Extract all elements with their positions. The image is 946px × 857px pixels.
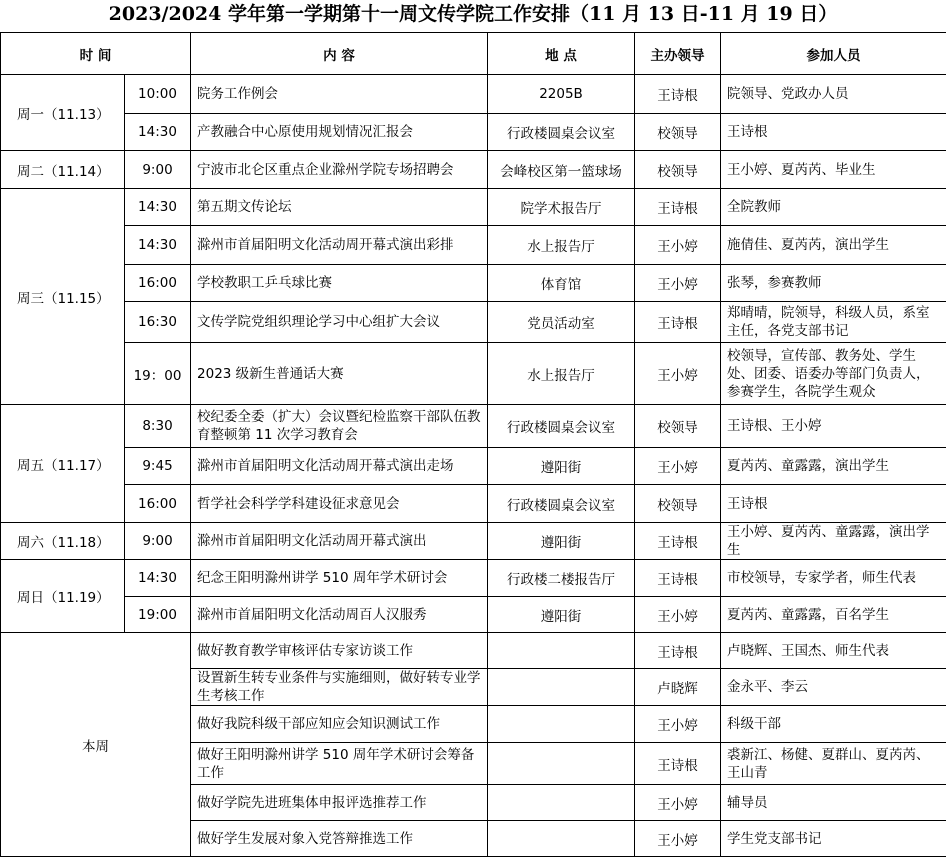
people-cell: 王诗根 bbox=[721, 485, 946, 523]
place-cell: 遵阳街 bbox=[488, 523, 635, 560]
schedule-row bbox=[1, 151, 946, 189]
leader-cell: 王小婷 bbox=[635, 821, 721, 857]
schedule-row bbox=[1, 265, 946, 302]
people-cell: 张琴，参赛教师 bbox=[721, 265, 946, 302]
place-cell bbox=[488, 633, 635, 669]
content-cell: 2023 级新生普通话大赛 bbox=[191, 343, 488, 405]
place-cell: 院学术报告厅 bbox=[488, 189, 635, 226]
people-cell: 王诗根 bbox=[721, 114, 946, 151]
place-cell: 遵阳街 bbox=[488, 448, 635, 485]
content-cell: 做好学院先进班集体申报评选推荐工作 bbox=[191, 785, 488, 821]
schedule-row bbox=[1, 75, 946, 114]
place-cell: 水上报告厅 bbox=[488, 343, 635, 405]
header-content: 内 容 bbox=[191, 33, 488, 75]
place-cell bbox=[488, 743, 635, 785]
header-row bbox=[1, 33, 946, 75]
schedule-row bbox=[1, 343, 946, 405]
place-cell bbox=[488, 706, 635, 743]
content-cell: 院务工作例会 bbox=[191, 75, 488, 114]
day-cell: 周三（11.15） bbox=[1, 189, 125, 405]
schedule-table bbox=[0, 32, 946, 857]
header-leader: 主办领导 bbox=[635, 33, 721, 75]
leader-cell: 校领导 bbox=[635, 151, 721, 189]
week-label-cell: 本周 bbox=[1, 633, 191, 857]
place-cell: 体育馆 bbox=[488, 265, 635, 302]
schedule-row bbox=[1, 114, 946, 151]
header-time: 时 间 bbox=[1, 33, 191, 75]
schedule-body bbox=[1, 75, 946, 857]
content-cell: 做好我院科级干部应知应会知识测试工作 bbox=[191, 706, 488, 743]
schedule-row bbox=[1, 189, 946, 226]
people-cell: 王诗根、王小婷 bbox=[721, 405, 946, 448]
day-cell: 周二（11.14） bbox=[1, 151, 125, 189]
time-cell: 8:30 bbox=[125, 405, 191, 448]
time-cell: 19：00 bbox=[125, 343, 191, 405]
time-cell: 14:30 bbox=[125, 226, 191, 265]
header-place: 地 点 bbox=[488, 33, 635, 75]
schedule-row bbox=[1, 302, 946, 343]
schedule-row bbox=[1, 226, 946, 265]
schedule-row bbox=[1, 523, 946, 560]
people-cell: 校领导，宣传部、教务处、学生处、团委、语委办等部门负责人，参赛学生，各院学生观众 bbox=[721, 343, 946, 405]
leader-cell: 王小婷 bbox=[635, 343, 721, 405]
place-cell: 行政楼圆桌会议室 bbox=[488, 485, 635, 523]
time-cell: 9:00 bbox=[125, 523, 191, 560]
content-cell: 滁州市首届阳明文化活动周开幕式演出走场 bbox=[191, 448, 488, 485]
leader-cell: 王小婷 bbox=[635, 226, 721, 265]
schedule-row bbox=[1, 485, 946, 523]
leader-cell: 校领导 bbox=[635, 485, 721, 523]
leader-cell: 王小婷 bbox=[635, 448, 721, 485]
people-cell: 市校领导，专家学者，师生代表 bbox=[721, 560, 946, 597]
content-cell: 做好学生发展对象入党答辩推选工作 bbox=[191, 821, 488, 857]
content-cell: 宁波市北仑区重点企业滁州学院专场招聘会 bbox=[191, 151, 488, 189]
place-cell: 遵阳街 bbox=[488, 597, 635, 633]
place-cell: 行政楼圆桌会议室 bbox=[488, 114, 635, 151]
schedule-row bbox=[1, 448, 946, 485]
time-cell: 16:30 bbox=[125, 302, 191, 343]
leader-cell: 校领导 bbox=[635, 405, 721, 448]
people-cell: 卢晓辉、王国杰、师生代表 bbox=[721, 633, 946, 669]
leader-cell: 王小婷 bbox=[635, 706, 721, 743]
content-cell: 滁州市首届阳明文化活动周开幕式演出彩排 bbox=[191, 226, 488, 265]
people-cell: 郑晴晴，院领导，科级人员，系室主任，各党支部书记 bbox=[721, 302, 946, 343]
place-cell: 水上报告厅 bbox=[488, 226, 635, 265]
time-cell: 10:00 bbox=[125, 75, 191, 114]
leader-cell: 王诗根 bbox=[635, 302, 721, 343]
place-cell bbox=[488, 821, 635, 857]
people-cell: 王小婷、夏芮芮、毕业生 bbox=[721, 151, 946, 189]
people-cell: 王小婷、夏芮芮、童露露，演出学生 bbox=[721, 523, 946, 560]
time-cell: 19:00 bbox=[125, 597, 191, 633]
schedule-row bbox=[1, 597, 946, 633]
schedule-row bbox=[1, 405, 946, 448]
content-cell: 滁州市首届阳明文化活动周百人汉服秀 bbox=[191, 597, 488, 633]
leader-cell: 王小婷 bbox=[635, 597, 721, 633]
content-cell: 第五期文传论坛 bbox=[191, 189, 488, 226]
people-cell: 夏芮芮、童露露，百名学生 bbox=[721, 597, 946, 633]
people-cell: 施倩佳、夏芮芮，演出学生 bbox=[721, 226, 946, 265]
place-cell: 行政楼二楼报告厅 bbox=[488, 560, 635, 597]
place-cell: 2205B bbox=[488, 75, 635, 114]
people-cell: 学生党支部书记 bbox=[721, 821, 946, 857]
place-cell: 党员活动室 bbox=[488, 302, 635, 343]
header-people: 参加人员 bbox=[721, 33, 946, 75]
content-cell: 哲学社会科学学科建设征求意见会 bbox=[191, 485, 488, 523]
leader-cell: 王小婷 bbox=[635, 785, 721, 821]
leader-cell: 校领导 bbox=[635, 114, 721, 151]
day-cell: 周一（11.13） bbox=[1, 75, 125, 151]
people-cell: 夏芮芮、童露露，演出学生 bbox=[721, 448, 946, 485]
place-cell: 行政楼圆桌会议室 bbox=[488, 405, 635, 448]
people-cell: 辅导员 bbox=[721, 785, 946, 821]
week-task-row bbox=[1, 633, 946, 669]
schedule-row bbox=[1, 560, 946, 597]
content-cell: 做好王阳明滁州讲学 510 周年学术研讨会筹备工作 bbox=[191, 743, 488, 785]
people-cell: 金永平、李云 bbox=[721, 669, 946, 706]
time-cell: 14:30 bbox=[125, 114, 191, 151]
people-cell: 科级干部 bbox=[721, 706, 946, 743]
time-cell: 16:00 bbox=[125, 265, 191, 302]
content-cell: 校纪委全委（扩大）会议暨纪检监察干部队伍教育整顿第 11 次学习教育会 bbox=[191, 405, 488, 448]
content-cell: 文传学院党组织理论学习中心组扩大会议 bbox=[191, 302, 488, 343]
time-cell: 14:30 bbox=[125, 560, 191, 597]
people-cell: 裘新江、杨健、夏群山、夏芮芮、王山青 bbox=[721, 743, 946, 785]
leader-cell: 王诗根 bbox=[635, 75, 721, 114]
leader-cell: 王诗根 bbox=[635, 189, 721, 226]
leader-cell: 王诗根 bbox=[635, 560, 721, 597]
place-cell bbox=[488, 785, 635, 821]
day-cell: 周六（11.18） bbox=[1, 523, 125, 560]
content-cell: 滁州市首届阳明文化活动周开幕式演出 bbox=[191, 523, 488, 560]
day-cell: 周五（11.17） bbox=[1, 405, 125, 523]
time-cell: 16:00 bbox=[125, 485, 191, 523]
place-cell: 会峰校区第一篮球场 bbox=[488, 151, 635, 189]
leader-cell: 卢晓辉 bbox=[635, 669, 721, 706]
leader-cell: 王诗根 bbox=[635, 743, 721, 785]
leader-cell: 王诗根 bbox=[635, 633, 721, 669]
content-cell: 做好教育教学审核评估专家访谈工作 bbox=[191, 633, 488, 669]
place-cell bbox=[488, 669, 635, 706]
leader-cell: 王小婷 bbox=[635, 265, 721, 302]
content-cell: 产教融合中心原使用规划情况汇报会 bbox=[191, 114, 488, 151]
leader-cell: 王诗根 bbox=[635, 523, 721, 560]
content-cell: 设置新生转专业条件与实施细则，做好转专业学生考核工作 bbox=[191, 669, 488, 706]
time-cell: 9:00 bbox=[125, 151, 191, 189]
content-cell: 纪念王阳明滁州讲学 510 周年学术研讨会 bbox=[191, 560, 488, 597]
time-cell: 9:45 bbox=[125, 448, 191, 485]
page-title: 2023/2024 学年第一学期第十一周文传学院工作安排（11 月 13 日-11 月 19 日） bbox=[0, 0, 946, 30]
people-cell: 全院教师 bbox=[721, 189, 946, 226]
day-cell: 周日（11.19） bbox=[1, 560, 125, 633]
people-cell: 院领导、党政办人员 bbox=[721, 75, 946, 114]
content-cell: 学校教职工乒乓球比赛 bbox=[191, 265, 488, 302]
time-cell: 14:30 bbox=[125, 189, 191, 226]
